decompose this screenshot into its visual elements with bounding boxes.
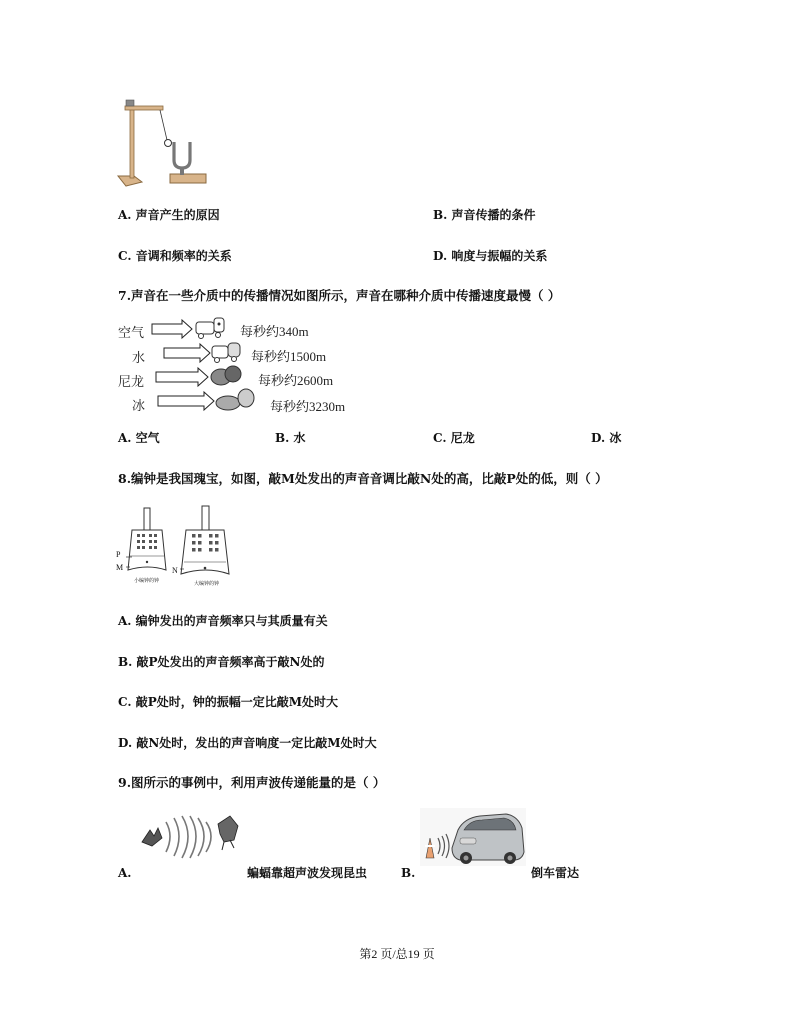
q6-option-b: B. 声音传播的条件 — [433, 208, 536, 222]
q7-stem: 7.声音在一些介质中的传播情况如图所示，声音在哪种介质中传播速度最慢（ ） — [118, 288, 561, 303]
nylon-vehicle-icon — [211, 366, 241, 385]
water-vehicle-icon — [212, 343, 240, 363]
q7-option-d: D. 冰 — [591, 431, 622, 445]
ice-vehicle-icon — [216, 389, 254, 410]
medium-label-ice: 冰 — [132, 399, 146, 414]
q9-option-b-letter: B. — [401, 866, 416, 880]
q8-option-c: C. 敲P处时，钟的振幅一定比敲M处时大 — [118, 695, 339, 709]
large-bell-caption: 大编钟的钟 — [194, 581, 220, 587]
q6-option-a: A. 声音产生的原因 — [118, 208, 220, 222]
q9-option-a-caption: 蝙蝠靠超声波发现昆虫 — [247, 866, 368, 880]
q7-option-c: C. 尼龙 — [433, 431, 475, 445]
page-number: 第2 页/总19 页 — [359, 947, 435, 961]
bells-drawing — [118, 506, 238, 586]
medium-label-water: 水 — [132, 351, 146, 366]
car-radar-figure — [420, 808, 526, 866]
q6-option-d: D. 响度与振幅的关系 — [433, 249, 548, 263]
q7-option-a: A. 空气 — [118, 431, 160, 445]
q8-option-a: A. 编钟发出的声音频率只与其质量有关 — [118, 614, 328, 628]
q6-option-c: C. 音调和频率的关系 — [118, 249, 232, 263]
bell-label-p: P — [116, 550, 121, 559]
small-bell-caption: 小编钟的钟 — [134, 578, 160, 584]
q9-option-a-letter: A. — [118, 866, 132, 880]
q8-option-d: D. 敲N处时，发出的声音响度一定比敲M处时大 — [118, 736, 377, 750]
q8-stem: 8.编钟是我国瑰宝，如图，敲M处发出的声音音调比敲N处的高，比敲P处的低，则（ ） — [118, 471, 608, 486]
speed-label-air: 每秒约340m — [240, 324, 309, 339]
bell-label-n: N — [172, 566, 178, 575]
bat-insect-figure — [140, 812, 250, 858]
q9-option-b-caption: 倒车雷达 — [531, 866, 580, 880]
speed-label-ice: 每秒约3230m — [270, 399, 346, 414]
medium-label-air: 空气 — [118, 326, 145, 341]
medium-label-nylon: 尼龙 — [118, 375, 145, 390]
bell-label-m: M — [116, 563, 124, 572]
speed-label-water: 每秒约1500m — [251, 349, 327, 364]
q9-stem: 9.图所示的事例中，利用声波传递能量的是（ ） — [118, 775, 386, 790]
air-vehicle-icon — [196, 318, 224, 339]
speed-label-nylon: 每秒约2600m — [258, 373, 334, 388]
tuning-fork-figure — [112, 98, 212, 190]
q8-option-b: B. 敲P处发出的声音频率高于敲N处的 — [118, 655, 325, 669]
q7-option-b: B. 水 — [275, 431, 306, 445]
